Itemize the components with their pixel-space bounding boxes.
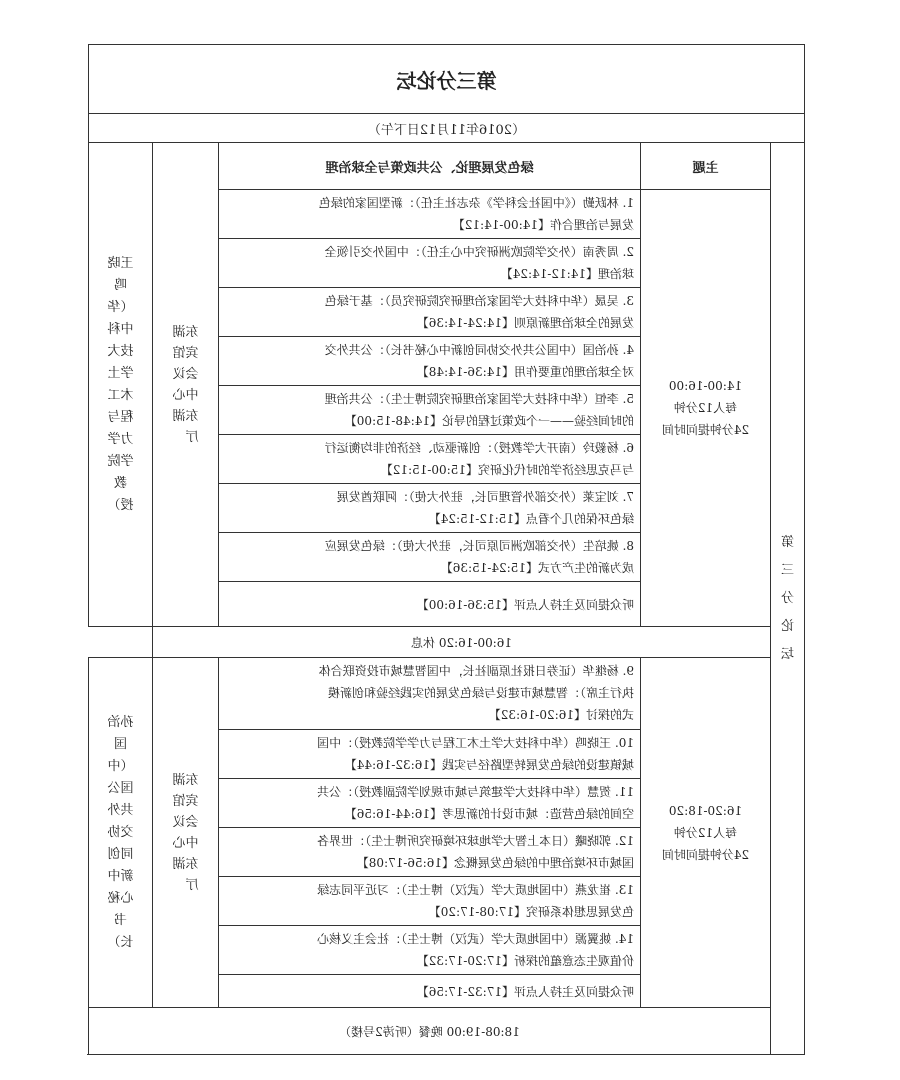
session1-time bbox=[641, 190, 771, 627]
talk-item: 8. 姚培生（外交部欧洲司原司长，驻外大使）：绿色发展应 成为新的生产方式【15:24-15:36】 bbox=[219, 533, 641, 582]
session1-room: 东湖宾馆会议中心东湖厅 bbox=[153, 143, 219, 627]
talk-item: 13. 崔龙燕（中国地质大学（武汉）博士生）：习近平同志绿 色发展思想体系研究【17:08-17:20】 bbox=[219, 877, 641, 926]
talk-item: 6. 杨毅玲（南开大学教授）：创新驱动、经济的非均衡运行 与马克思经济学的时代化研究【15:00-15:12】 bbox=[219, 435, 641, 484]
session2-room: 东湖宾馆会议中心东湖厅 bbox=[153, 658, 219, 1008]
session1-chair: 王晓鸣（华中科技大学土木工程与力学学院教授） bbox=[88, 143, 152, 627]
forum-name-cell bbox=[771, 143, 805, 1055]
session2-time-note: 每人12分钟 bbox=[673, 825, 738, 840]
session1-time-qa: 24分钟提问时间 bbox=[661, 423, 750, 437]
session2-time bbox=[641, 658, 771, 1008]
date-line: （2016年11月12日下午） bbox=[88, 114, 804, 143]
schedule-table bbox=[88, 44, 805, 1055]
talk-item: 11. 贺慧（华中科技大学建筑与城市规划学院副教授）：公共 空间的绿色营造：城市设计的新思考【16:44-16:56】 bbox=[219, 779, 641, 828]
session2-chair: 孙治国（中国公共外交协同创新中心秘书长） bbox=[88, 658, 152, 1008]
talk-item: 2. 周秀南（外交学院欧洲研究中心主任）：中国外交引领全 球治理【14:12-14:24】 bbox=[219, 239, 641, 288]
session1-time-range: 14:00-16:00 bbox=[668, 379, 743, 393]
talk-item: 10. 王晓鸣（华中科技大学土木工程与力学学院教授）：中国 城镇建设的绿色发展转型路径与实践【16:32-16:44】 bbox=[219, 730, 641, 779]
dinner-row: 18:08-19:00 晚餐（听涛2号楼） bbox=[88, 1008, 770, 1055]
session1-time-note: 每人12分钟 bbox=[673, 401, 738, 415]
forum-name: 第三分论坛 bbox=[781, 534, 795, 662]
session1-closing: 听众提问及主持人点评【15:36-16:00】 bbox=[219, 582, 641, 627]
topic-label: 主题 bbox=[641, 143, 771, 190]
break-row: 16:00-16:20 休息 bbox=[153, 627, 771, 658]
topic-title: 绿色发展理论、公共政策与全球治理 bbox=[219, 143, 641, 190]
talk-item: 12. 郭晓曦（日本上智大学地球环境研究所博士生）：世界各 国城市环境治理中的绿色发展概念【16:56-17:08】 bbox=[219, 828, 641, 877]
talk-item: 5. 李恒（华中科技大学国家治理研究院博士生）：公共治理 的时间经验——一个政策过程的导论【14:48-15:00】 bbox=[219, 386, 641, 435]
talk-item: 9. 杨继华（证券日报社原副社长，中国智慧城市投资联合体 执行主席）：智慧城市建设与绿色发展的实践经验和创新模 式的探讨【16:20-16:32】 bbox=[219, 658, 641, 730]
talk-item: 1. 林跃勤（《中国社会科学》杂志社主任）：新型国家的绿色 发展与治理合作【14:00-14:12】 bbox=[219, 190, 641, 239]
session2-time-range: 16:20-18:20 bbox=[668, 803, 743, 818]
session2-closing: 听众提问及主持人点评【17:32-17:56】 bbox=[219, 975, 641, 1008]
talk-item: 7. 刘宝莱（外交部外管理司长，驻外大使）：阿联酋发展 绿色环保的几个看点【15:12-15:24】 bbox=[219, 484, 641, 533]
session2-time-qa: 24分钟提问时间 bbox=[661, 847, 750, 862]
page-title: 第三分论坛 bbox=[88, 45, 804, 114]
talk-item: 4. 孙治国（中国公共外交协同创新中心秘书长）：公共外交 对全球治理的重要作用【14:36-14:48】 bbox=[219, 337, 641, 386]
talk-item: 3. 吴晟（华中科技大学国家治理研究院研究员）：基于绿色 发展的全球治理新原则【14:24-14:36】 bbox=[219, 288, 641, 337]
talk-item: 14. 姚翼源（中国地质大学（武汉）博士生）：社会主义核心 价值观生态意蕴的探析【17:20-17:32】 bbox=[219, 926, 641, 975]
